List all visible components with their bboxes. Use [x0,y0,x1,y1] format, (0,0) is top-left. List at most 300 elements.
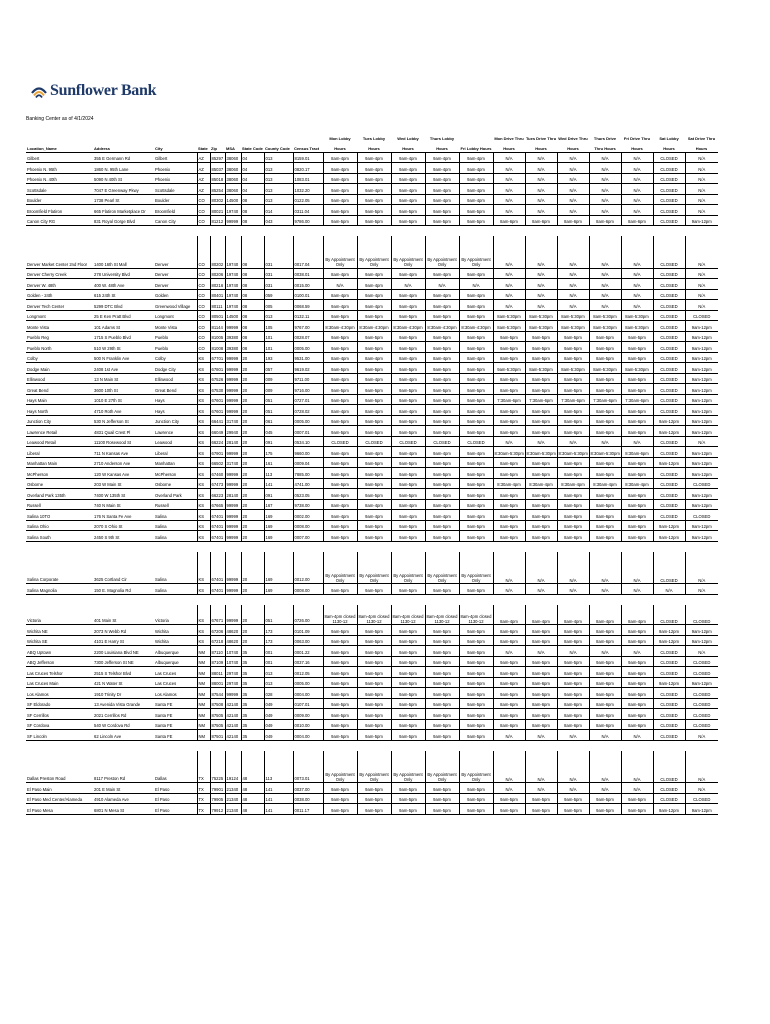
table-cell: N/A [557,184,589,195]
table-cell: Salina [154,584,197,595]
table-cell: CLOSED [653,205,685,216]
table-row [26,688,718,699]
table-cell: N/A [621,584,653,595]
table-cell: El Paso [154,804,197,815]
table-cell: 173 [264,635,293,646]
table-cell: 615 24th St [93,289,154,300]
table-cell: 7400 W 135th St [93,489,154,500]
table-cell: 13 Avenida Vista Grande [93,698,154,709]
table-cell: 013 [264,152,293,163]
table-cell: 8am-6pm [557,457,589,468]
table-cell: 8am-6pm [525,520,557,531]
table-cell: 8am-5pm [621,373,653,384]
table-cell: 9am-5pm [323,205,357,216]
table-cell: 2710 Anderson Ave [93,457,154,468]
table-cell: 67665 [210,499,225,510]
table-cell: 29740 [225,677,241,688]
table-cell: 8am-4pm [323,499,357,510]
table-cell: Phoenix N. 40th [26,173,93,184]
table-cell: 9am-5pm [357,415,391,426]
table-cell: 9am-5pm [621,804,653,815]
table-cell: 9am-5pm [425,363,459,374]
table-cell: N/A [557,584,589,595]
group-spacer [26,541,718,552]
table-cell: N/A [589,184,621,195]
table-row [26,394,718,405]
table-cell: ABQ Jefferson [26,656,93,667]
table-cell: Pueblo North [26,342,93,353]
table-row [26,667,718,678]
table-cell: KS [197,436,210,447]
table-cell: 20 [241,489,264,500]
table-cell: Gilbert [154,152,197,163]
table-row [26,625,718,636]
table-cell: 8am-6pm [493,709,525,720]
table-cell: 99999 [225,531,241,542]
table-cell: 8am-5pm [621,405,653,416]
brand-logo [31,82,156,100]
table-cell: 8:30am-4:30pm [323,321,357,332]
table-cell: 9am-5pm [391,489,425,500]
table-cell: 87508 [210,698,225,709]
table-cell: 0011.17 [293,804,323,815]
table-cell: Overland Park [154,489,197,500]
table-cell: KS [197,499,210,510]
table-cell: 8am-6pm [589,531,621,542]
table-cell: 8am-5:30pm [493,310,525,321]
table-cell: 051 [264,394,293,405]
table-cell: 7:30am-6pm [621,394,653,405]
table-cell: 031 [264,279,293,290]
table-cell: 9am-4pm [391,300,425,311]
table-cell: N/A [621,646,653,657]
table-cell: 9am-4pm [357,268,391,279]
table-cell: TX [197,793,210,804]
table-cell: 99999 [225,499,241,510]
table-cell: 67901 [210,447,225,458]
table-cell: 9am-5pm [357,457,391,468]
table-cell: 9am-4pm [425,163,459,174]
table-cell: N/A [621,552,653,584]
table-cell: 9am-5pm [425,489,459,500]
table-cell: 99999 [225,352,241,363]
table-cell: N/A [425,279,459,290]
table-cell: 8am-5pm [557,499,589,510]
table-cell: 81008 [210,342,225,353]
table-cell: TX [197,804,210,815]
table-cell: 9am-12pm [685,342,718,353]
table-cell: N/A [589,194,621,205]
table-cell: 9am-5pm [323,310,357,321]
table-cell: 9am-4pm [425,373,459,384]
table-cell: Las Cruces Main [26,677,93,688]
table-cell: 87505 [210,709,225,720]
table-cell: 9am-5pm [391,468,425,479]
table-cell: CLOSED [653,384,685,395]
table-cell: 120 W Kansas Ave [93,468,154,479]
table-cell: 8am-4pm [323,405,357,416]
table-cell: Scottsdale [26,184,93,195]
table-cell: 8am-6pm [525,698,557,709]
table-cell: 8am-5pm [493,352,525,363]
table-cell: 9am-5pm [525,688,557,699]
table-cell: 0073.01 [293,751,323,783]
table-cell: 9am-4pm [323,173,357,184]
table-cell: N/A [493,783,525,794]
table-cell: Denver Cherry Creek [26,268,93,279]
table-cell: 9am-5pm [391,331,425,342]
column-header: Fri Drive Thru [623,135,651,141]
table-cell: 9am-5pm [425,804,459,815]
table-cell: 8am-6pm [621,457,653,468]
table-cell: CLOSED [653,300,685,311]
table-cell: 9am-5pm [459,363,493,374]
table-cell: 8am-6pm [589,510,621,521]
table-row [26,415,718,426]
table-cell: N/A [621,783,653,794]
table-cell: 057 [264,363,293,374]
table-cell: 8am-6pm [493,698,525,709]
table-cell: N/A [493,163,525,174]
table-cell: 530 N Jefferson St [93,415,154,426]
table-cell: 20 [241,373,264,384]
table-cell: 8am-6pm [493,489,525,500]
table-cell: 9am-4pm [323,300,357,311]
table-cell: N/A [589,152,621,163]
column-header [293,131,323,142]
table-cell: 101 Adams St [93,321,154,332]
table-row [26,205,718,216]
table-cell: 9am-5pm [459,520,493,531]
table-row [26,499,718,510]
table-cell: N/A [685,751,718,783]
table-cell: 67460 [210,468,225,479]
table-cell: 091 [264,436,293,447]
table-cell: 9am-5pm [621,656,653,667]
table-cell: 9am-4pm [391,184,425,195]
table-cell: 8am-6pm [525,677,557,688]
table-cell: SF Eldorado [26,698,93,709]
table-cell: 8am-5pm [589,405,621,416]
table-cell: 9am-5pm [323,667,357,678]
table-cell: 8am-6pm [493,457,525,468]
table-cell: 42140 [225,709,241,720]
table-cell: N/A [557,436,589,447]
table-cell: CLOSED [653,730,685,741]
table-cell: Great Bend [154,384,197,395]
table-cell: 0311.04 [293,205,323,216]
table-cell: Wichita [154,625,197,636]
table-cell: 20 [241,457,264,468]
table-cell: 009 [264,373,293,384]
table-cell: 99999 [225,215,241,226]
table-cell: Los Alamos [26,688,93,699]
table-row [26,384,718,395]
table-cell: 20 [241,405,264,416]
table-cell: 9am-5pm [323,394,357,405]
table-cell: 9am-5pm [425,783,459,794]
table-cell: Phoenix [154,163,197,174]
table-cell: 66441 [210,415,225,426]
table-cell: 9am-5pm [357,688,391,699]
table-cell: 278 University Blvd [93,268,154,279]
table-cell: 9am-5pm [425,730,459,741]
table-cell: 8am-6pm [493,635,525,646]
table-cell: CLOSED [653,289,685,300]
table-cell: 9am-5pm [459,478,493,489]
table-cell: 99999 [225,510,241,521]
table-cell: 8am-4pm [589,605,621,625]
table-cell: 8am-6pm [557,215,589,226]
table-cell: 0122.05 [293,194,323,205]
table-cell: 9am-4pm [459,268,493,279]
table-cell: 9am-5pm [459,310,493,321]
table-cell: KS [197,468,210,479]
column-header: Hours [557,142,589,153]
table-cell: 9am-4pm [425,289,459,300]
table-cell: KS [197,363,210,374]
table-cell: 9am-5pm [391,804,425,815]
table-cell: 0068.59 [293,300,323,311]
table-cell: 8am-6pm [557,531,589,542]
table-cell: N/A [589,236,621,268]
table-cell: 9am-5pm [323,709,357,720]
table-row [26,635,718,646]
table-cell: 9am-4pm [391,373,425,384]
table-cell: 1860 N. 95th Lane [93,163,154,174]
table-cell: Scottsdale [154,184,197,195]
column-header: Zip [210,142,225,153]
table-cell: N/A [493,584,525,595]
table-cell: 8am-6pm [621,709,653,720]
table-row [26,489,718,500]
table-cell: 9am-4pm [391,510,425,521]
table-cell: 8am-5pm [621,384,653,395]
table-cell: 4101 E Harry St [93,635,154,646]
table-cell: CLOSED [459,436,493,447]
table-cell: N/A [557,194,589,205]
table-cell: N/A [621,300,653,311]
table-cell: CLOSED [653,667,685,678]
table-cell: 8am-6pm [621,625,653,636]
table-cell: NM [197,656,210,667]
table-cell: 8am-6pm [621,520,653,531]
table-cell: 8am-5pm [493,373,525,384]
table-cell: 101 [264,331,293,342]
table-cell: 9am-5pm [493,688,525,699]
table-cell: 9am-12pm [653,677,685,688]
table-cell: 20 [241,510,264,521]
table-cell: 99999 [225,363,241,374]
table-cell: 9am-12pm [653,804,685,815]
table-cell: CLOSED [653,331,685,342]
table-cell: 8am-6pm [589,635,621,646]
table-cell: 85037 [210,163,225,174]
table-cell: 9am-5pm [621,793,653,804]
table-cell: 8am-6pm [589,625,621,636]
table-cell: N/A [493,436,525,447]
table-cell: 9am-5pm [459,531,493,542]
table-cell: 67701 [210,352,225,363]
table-cell: KS [197,405,210,416]
table-cell: 2073 N Webb Rd [93,625,154,636]
table-row [26,646,718,657]
table-cell: N/A [621,173,653,184]
table-cell: N/A [621,268,653,279]
table-cell: 9am-5pm [425,667,459,678]
table-cell: KS [197,625,210,636]
table-cell: N/A [685,184,718,195]
table-cell: 8am-6pm [621,415,653,426]
table-cell: 8am-4pm [391,499,425,510]
table-cell: KS [197,552,210,584]
table-cell: Wichita [154,635,197,646]
table-cell: N/A [589,646,621,657]
table-cell: 8am-5pm [557,468,589,479]
table-cell: 169 [264,531,293,542]
table-cell: 141 [264,478,293,489]
table-cell: 167 [264,499,293,510]
table-cell: 9am-12pm [653,635,685,646]
table-cell: 20 [241,415,264,426]
table-cell: 9am-5pm [391,531,425,542]
table-cell: N/A [557,236,589,268]
table-cell: 9am-5pm [391,205,425,216]
table-cell: Salina Ohio [26,520,93,531]
table-cell: Colby [26,352,93,363]
table-cell: 9am-5pm [459,709,493,720]
table-cell: N/A [621,436,653,447]
table-cell: 2450 S 9th St [93,531,154,542]
table-cell: AZ [197,184,210,195]
table-cell: Denver Tech Center [26,300,93,311]
table-cell: N/A [621,163,653,174]
table-cell: Leawood [154,436,197,447]
table-cell: 9am-5pm [425,656,459,667]
table-cell: 35 [241,719,264,730]
table-cell: N/A [557,268,589,279]
table-cell: 81144 [210,321,225,332]
table-cell: 0037.16 [293,656,323,667]
table-cell: Salina [154,520,197,531]
table-cell: 9am-4pm [391,289,425,300]
table-cell: 8:30am-4pm [557,478,589,489]
table-cell: 85018 [210,173,225,184]
table-cell: 9am-5pm [459,625,493,636]
table-cell: 8am-5pm [589,468,621,479]
table-cell: N/A [557,730,589,741]
table-cell: N/A [589,173,621,184]
table-cell: 2021 Cerrillos Rd [93,709,154,720]
table-cell: 9am-5pm [589,656,621,667]
table-cell: 9am-5pm [357,656,391,667]
table-cell: Dallas [154,751,197,783]
table-cell: 38060 [225,152,241,163]
table-cell: CLOSED [653,793,685,804]
table-cell: 169 [264,552,293,584]
table-cell: N/A [525,268,557,279]
table-cell: 9am-5pm [357,384,391,395]
table-cell: 8am-6pm [589,719,621,730]
table-cell: N/A [685,163,718,174]
table-cell: 9am-5pm [459,457,493,468]
table-cell: 8am-6pm [525,709,557,720]
table-cell: 04 [241,184,264,195]
table-cell: 8am-5pm [557,373,589,384]
table-cell: KS [197,373,210,384]
table-cell: 9am-12pm [685,804,718,815]
table-cell: 20 [241,478,264,489]
table-cell: 31740 [225,457,241,468]
table-cell: N/A [493,300,525,311]
table-cell: CLOSED [685,656,718,667]
table-cell: 9am-4pm [357,184,391,195]
table-cell: 8am-5:30pm [525,363,557,374]
table-cell: Salina Corporate [26,552,93,584]
table-cell: 9am-5pm [425,688,459,699]
table-cell: 8am-6pm [525,426,557,437]
table-cell: 67526 [210,373,225,384]
table-cell: Las Cruces [154,667,197,678]
table-cell: N/A [685,205,718,216]
table-cell: N/A [557,300,589,311]
table-cell: 8am-5pm [525,499,557,510]
table-cell: CLOSED [685,605,718,625]
table-cell: 9am-4pm [357,152,391,163]
table-cell: 9am-5pm [391,667,425,678]
table-cell: 059 [264,289,293,300]
table-cell: 9am-5pm [459,677,493,688]
column-header: County Code [264,142,293,153]
table-cell: 9am-5:30pm [493,363,525,374]
table-cell: 9am-4pm [425,173,459,184]
table-cell: 0534.10 [293,436,323,447]
table-cell: 8am-5:30pm [525,310,557,321]
table-cell: 9am-5pm [425,719,459,730]
table-cell: 013 [264,184,293,195]
table-cell: 0007.01 [293,426,323,437]
table-cell: 5090 N 40th St [93,173,154,184]
table-cell: N/A [685,194,718,205]
table-cell: 8am-5pm [557,384,589,395]
table-cell: 9am-12pm [653,426,685,437]
table-cell: 9am-5pm [323,783,357,794]
table-cell: 9am-4pm [425,510,459,521]
table-cell: N/A [589,730,621,741]
table-cell: 9am-12pm [685,468,718,479]
column-header: Hours [685,142,718,153]
column-header: Mon Drive Thru [494,135,524,141]
table-cell: 9am-12pm [685,363,718,374]
table-cell: CLOSED [685,510,718,521]
table-cell: Salina [154,552,197,584]
table-cell: AZ [197,152,210,163]
column-header: Hours [493,142,525,153]
table-cell: 9am-5pm [525,342,557,353]
table-cell: 8am-5pm [557,352,589,363]
table-cell: 9am-5pm [459,205,493,216]
table-cell: 9am-5pm [425,205,459,216]
table-row [26,184,718,195]
table-cell: 8am-4pm [459,405,493,416]
table-cell: 9am-5pm [557,804,589,815]
table-cell: 25 E Ken Pratt Blvd [93,310,154,321]
table-cell: 9am-5pm [357,520,391,531]
table-cell: 67206 [210,625,225,636]
table-cell: Golden - 24th [26,289,93,300]
table-cell: 9am-4pm [323,184,357,195]
table-cell: 8am-5:30pm [589,310,621,321]
